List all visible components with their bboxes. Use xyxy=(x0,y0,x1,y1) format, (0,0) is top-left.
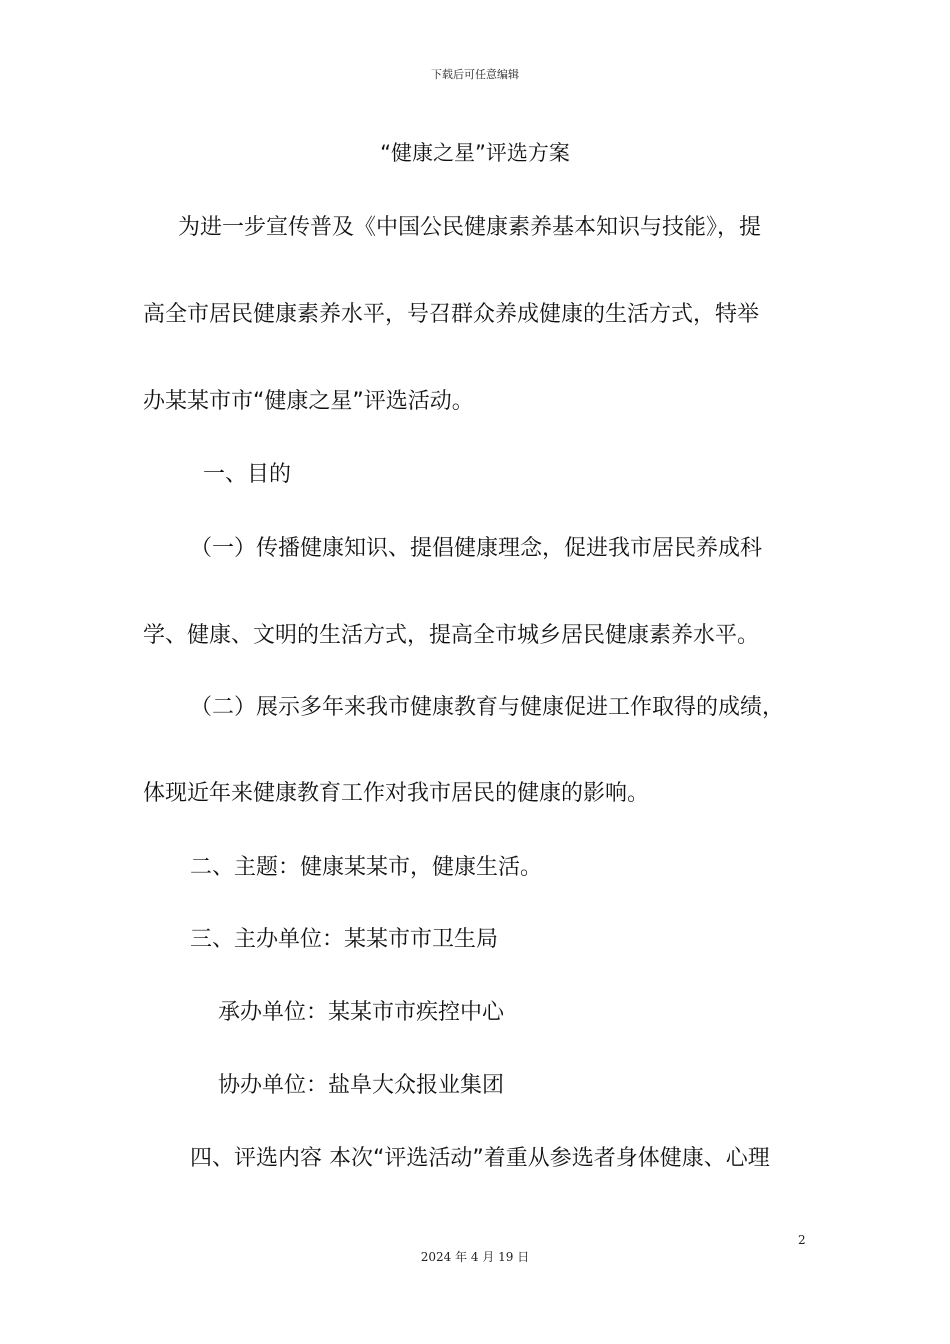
paragraph-line: 协办单位：盐阜大众报业集团 xyxy=(218,1073,505,1098)
document-title: “健康之星”评选方案 xyxy=(380,141,570,165)
paragraph-line: 体现近年来健康教育工作对我市居民的健康的影响。 xyxy=(143,781,650,806)
footer-date: 2024 年 4 月 19 日 xyxy=(420,1250,530,1264)
paragraph-line: 承办单位：某某市市疾控中心 xyxy=(218,1000,505,1025)
page-number: 2 xyxy=(798,1233,806,1247)
paragraph-line: 高全市居民健康素养水平，号召群众养成健康的生活方式，特举 xyxy=(143,302,760,327)
section-heading: 三、主办单位：某某市市卫生局 xyxy=(190,927,499,952)
paragraph-line: 为进一步宣传普及《中国公民健康素养基本知识与技能》，提 xyxy=(178,215,762,240)
paragraph-line: （二）展示多年来我市健康教育与健康促进工作取得的成绩， xyxy=(190,695,785,720)
section-heading: 一、目的 xyxy=(203,462,292,487)
paragraph-line: 学、健康、文明的生活方式，提高全市城乡居民健康素养水平。 xyxy=(143,623,760,648)
section-heading: 四、评选内容 本次“评选活动”着重从参选者身体健康、心理 xyxy=(190,1146,770,1171)
paragraph-line: （一）传播健康知识、提倡健康理念，促进我市居民养成科 xyxy=(190,536,763,561)
page-header: 下载后可任意编辑 xyxy=(431,68,519,81)
paragraph-line: 办某某市市“健康之星”评选活动。 xyxy=(143,389,474,414)
section-heading: 二、主题：健康某某市，健康生活。 xyxy=(190,855,543,880)
